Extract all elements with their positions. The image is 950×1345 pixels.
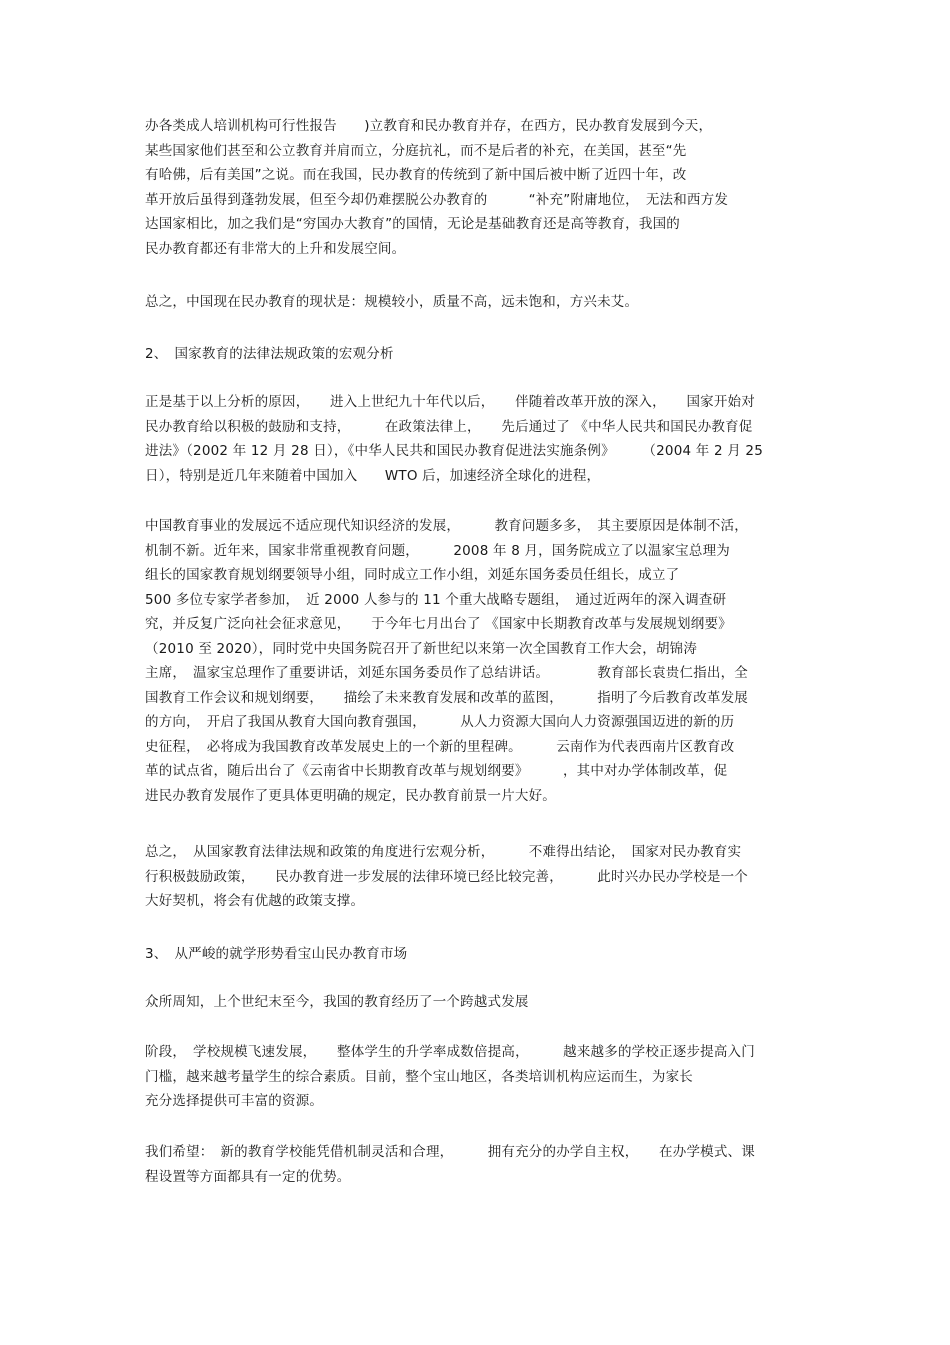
text-line: 进法》（2002 年 12 月 28 日），《中华人民共和国民办教育促进法实施条例》 （2004 年 2 月 25 [145,443,764,459]
paragraph-hope [145,1140,805,1189]
text-line: 有哈佛，后有美国”之说。而在我国，民办教育的传统到了新中国后被中断了近四十年，改 [145,167,687,183]
text-line: 程设置等方面都具有一定的优势。 [145,1168,351,1185]
heading-text: 3、 从严峻的就学形势看宝山民办教育市场 [145,946,408,962]
text-line: 500 多位专家学者参加， 近 2000 人参与的 11 个重大战略专题组， 通过近两年的深入调查研 [145,591,727,608]
paragraph-reform [145,514,805,808]
text-line: 某些国家他们甚至和公立教育并肩而立，分庭抗礼，而不是后者的补充，在美国，甚至“先 [145,142,687,159]
paragraph-summary-2 [145,840,805,914]
text-line: 大好契机，将会有优越的政策支撑。 [145,893,365,909]
text-line: 中国教育事业的发展远不适应现代知识经济的发展， 教育问题多多， 其主要原因是体制不活， [145,518,748,534]
text-line: 组长的国家教育规划纲要领导小组，同时成立工作小组，刘延东国务委员任组长，成立了 [145,567,680,583]
text-line: 众所周知，上个世纪末至今，我国的教育经历了一个跨越式发展 [145,994,529,1010]
paragraph-known [145,990,805,1015]
paragraph-policy [145,390,805,488]
text-line: 进民办教育发展作了更具体更明确的规定，民办教育前景一片大好。 [145,787,556,804]
paragraph-stage [145,1040,805,1114]
text-line: 究，并反复广泛向社会征求意见， 于今年七月出台了 《国家中长期教育改革与发展规划纲要》 [145,616,732,632]
text-line: 达国家相比，加之我们是“穷国办大教育”的国情，无论是基础教育还是高等教育，我国的 [145,216,680,232]
heading-text: 2、 国家教育的法律法规政策的宏观分析 [145,346,394,362]
text-line: 总之， 从国家教育法律法规和政策的角度进行宏观分析， 不难得出结论， 国家对民办教育实 [145,844,742,860]
section-heading-3 [145,942,805,967]
text-line: （2010 至 2020），同时党中央国务院召开了新世纪以来第一次全国教育工作大会，胡锦涛 [145,640,698,657]
text-line: 民办教育都还有非常大的上升和发展空间。 [145,240,406,257]
text-line: 民办教育给以积极的鼓励和支持， 在政策法律上， 先后通过了 《中华人民共和国民办教育促 [145,418,753,435]
text-line: 办各类成人培训机构可行性报告 )立教育和民办教育并存，在西方，民办教育发展到今天， [145,118,713,134]
text-line: 门槛，越来越考量学生的综合素质。目前，整个宝山地区，各类培训机构应运而生，为家长 [145,1068,693,1085]
text-line: 日），特别是近几年来随着中国加入 WTO 后，加速经济全球化的进程， [145,467,601,484]
text-line: 总之，中国现在民办教育的现状是：规模较小，质量不高，远未饱和，方兴未艾。 [145,294,639,310]
text-line: 行积极鼓励政策， 民办教育进一步发展的法律环境已经比较完善， 此时兴办民办学校是一个 [145,868,748,885]
paragraph-intro [145,114,805,261]
text-line: 革的试点省，随后出台了《云南省中长期教育改革与规划纲要》 ，其中对办学体制改革，促 [145,763,728,779]
text-line: 充分选择提供可丰富的资源。 [145,1093,324,1109]
text-line: 国教育工作会议和规划纲要， 描绘了未来教育发展和改革的蓝图， 指明了今后教育改革发展 [145,689,748,706]
text-line: 史征程， 必将成为我国教育改革发展史上的一个新的里程碑。 云南作为代表西南片区教育改 [145,738,735,755]
text-line: 主席， 温家宝总理作了重要讲话，刘延东国务委员作了总结讲话。 教育部长袁贵仁指出，全 [145,665,748,681]
text-line: 革开放后虽得到蓬勃发展，但至今却仍难摆脱公办教育的 “补充”附庸地位， 无法和西方发 [145,191,729,208]
text-line: 机制不新。近年来，国家非常重视教育问题， 2008 年 8 月，国务院成立了以温家宝总理为 [145,542,730,559]
section-heading-2 [145,342,805,367]
text-line: 阶段， 学校规模飞速发展， 整体学生的升学率成数倍提高， 越来越多的学校正逐步提高入门 [145,1044,755,1060]
text-line: 的方向， 开启了我国从教育大国向教育强国， 从人力资源大国向人力资源强国迈进的新的历 [145,714,735,730]
text-line: 我们希望： 新的教育学校能凭借机制灵活和合理， 拥有充分的办学自主权， 在办学模式、课 [145,1144,755,1160]
paragraph-summary-1 [145,290,805,315]
text-line: 正是基于以上分析的原因， 进入上世纪九十年代以后， 伴随着改革开放的深入， 国家开始对 [145,394,755,410]
